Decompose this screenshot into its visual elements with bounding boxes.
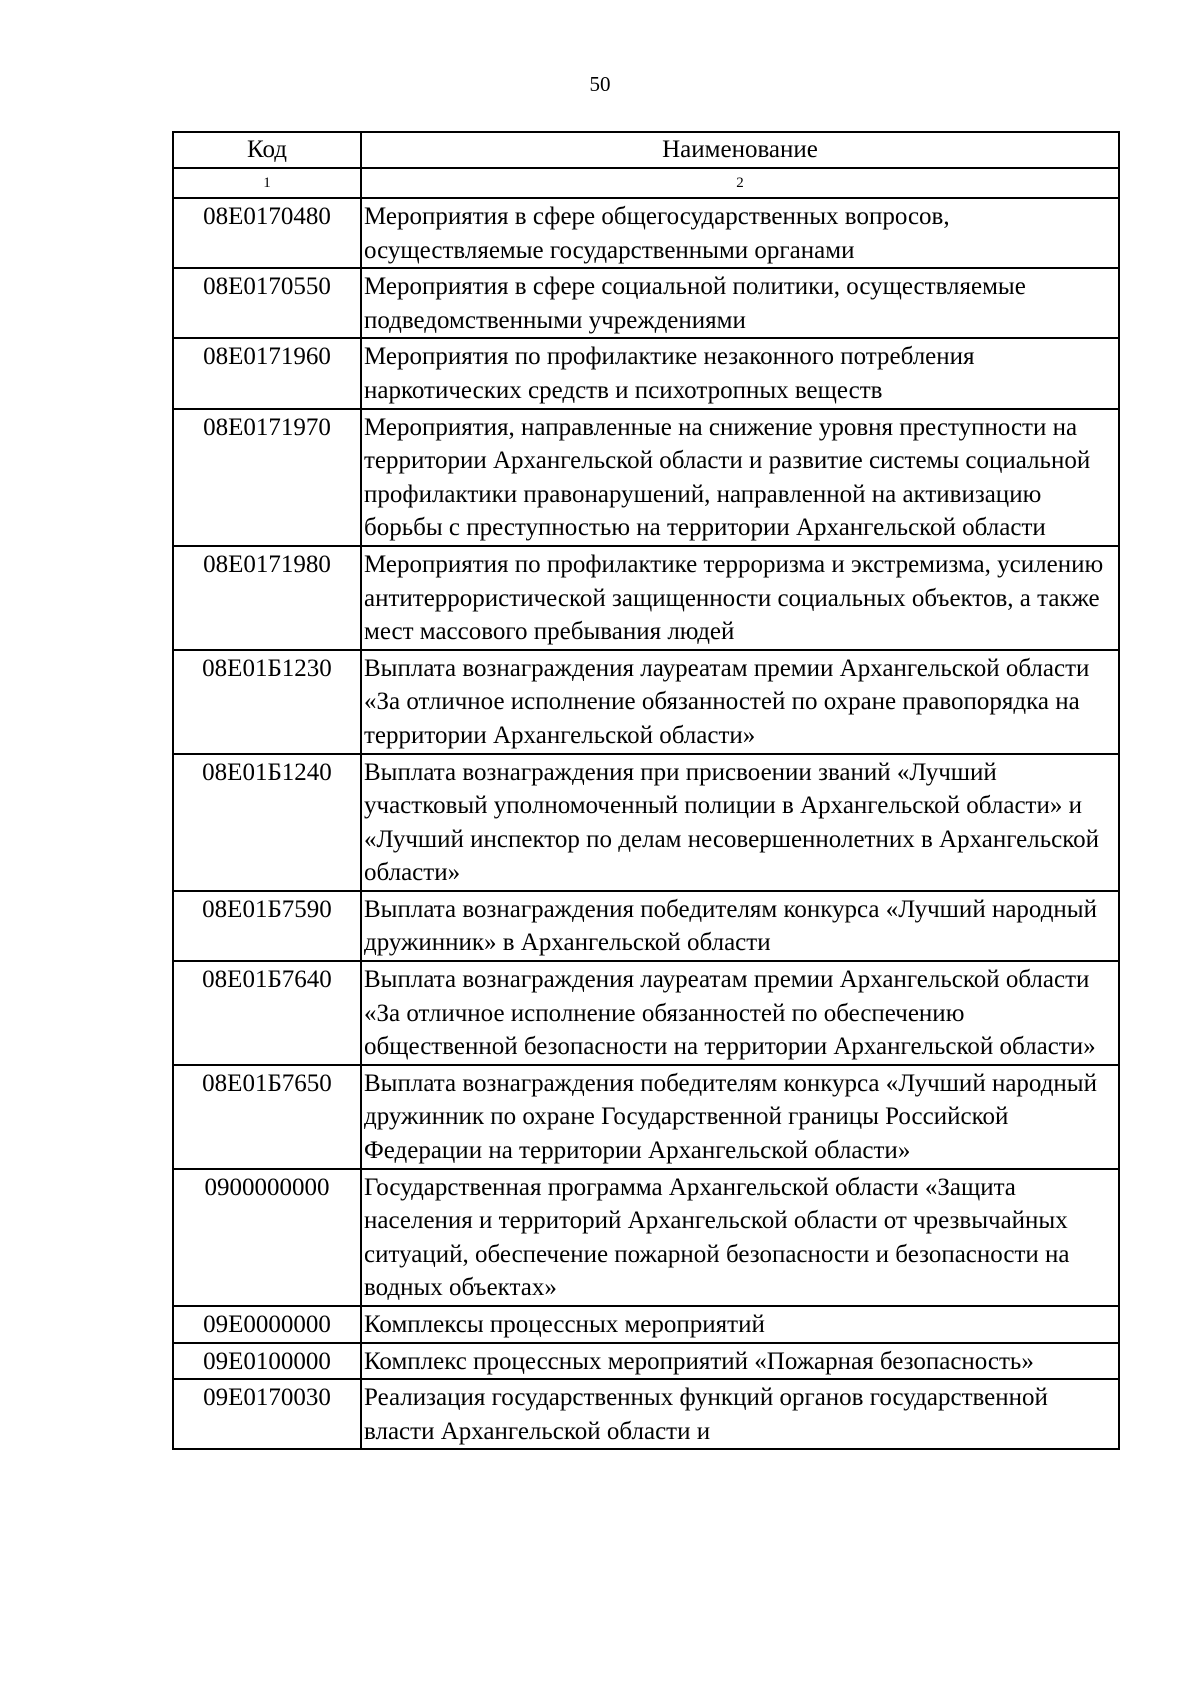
table-header-row: [173, 132, 1119, 168]
row-code: 08Е0170550: [173, 268, 361, 338]
row-name: Мероприятия в сфере социальной политики, осуществляемые подведомственными учреждениями: [361, 268, 1119, 338]
row-name: Выплата вознаграждения победителям конкурса «Лучший народный дружинник по охране Государственной границы Российской Федерации на территории Архангельской области»: [361, 1065, 1119, 1169]
table-row: [173, 268, 1119, 338]
table-row: [173, 1343, 1119, 1380]
row-name: Выплата вознаграждения победителям конкурса «Лучший народный дружинник» в Архангельской области: [361, 891, 1119, 961]
row-code: 09Е0100000: [173, 1343, 361, 1380]
row-code: 08Е0171980: [173, 546, 361, 650]
table-row: [173, 1065, 1119, 1169]
table-row: [173, 650, 1119, 754]
table-row: [173, 961, 1119, 1065]
row-code: 08Е01Б7640: [173, 961, 361, 1065]
column-number-row: [173, 168, 1119, 198]
row-code: 08Е0171960: [173, 338, 361, 408]
table-row: [173, 1379, 1119, 1449]
row-name: Выплата вознаграждения лауреатам премии Архангельской области «За отличное исполнение обязанностей по обеспечению общественной безопасности на территории Архангельской области»: [361, 961, 1119, 1065]
row-name: Комплексы процессных мероприятий: [361, 1306, 1119, 1343]
page-number: 50: [589, 72, 611, 96]
table-row: [173, 338, 1119, 408]
row-code: 0900000000: [173, 1169, 361, 1306]
row-code: 08Е01Б1240: [173, 754, 361, 891]
row-code: 09Е0000000: [173, 1306, 361, 1343]
classification-table: [172, 131, 1120, 1450]
row-name: Реализация государственных функций органов государственной власти Архангельской области и: [361, 1379, 1119, 1449]
header-code: Код: [173, 132, 361, 168]
table-row: [173, 409, 1119, 546]
row-code: 08Е0171970: [173, 409, 361, 546]
row-name: Государственная программа Архангельской области «Защита населения и территорий Архангельской области от чрезвычайных ситуаций, обеспечение пожарной безопасности и безопасности на водных объектах»: [361, 1169, 1119, 1306]
table-row: [173, 754, 1119, 891]
row-code: 08Е0170480: [173, 198, 361, 268]
row-name: Мероприятия по профилактике незаконного потребления наркотических средств и психотропных веществ: [361, 338, 1119, 408]
table-row: [173, 1306, 1119, 1343]
table-row: [173, 891, 1119, 961]
row-name: Выплата вознаграждения лауреатам премии Архангельской области «За отличное исполнение обязанностей по охране правопорядка на территории Архангельской области»: [361, 650, 1119, 754]
table-row: [173, 546, 1119, 650]
header-name: Наименование: [361, 132, 1119, 168]
row-name: Комплекс процессных мероприятий «Пожарная безопасность»: [361, 1343, 1119, 1380]
row-name: Мероприятия по профилактике терроризма и экстремизма, усилению антитеррористической защищенности социальных объектов, а также мест массового пребывания людей: [361, 546, 1119, 650]
table-row: [173, 1169, 1119, 1306]
row-code: 09Е0170030: [173, 1379, 361, 1449]
column-number-code: 1: [173, 168, 361, 198]
row-name: Мероприятия, направленные на снижение уровня преступности на территории Архангельской области и развитие системы социальной профилактики правонарушений, направленной на активизацию борьбы с преступностью на территории Архангельской области: [361, 409, 1119, 546]
column-number-name: 2: [361, 168, 1119, 198]
table-row: [173, 198, 1119, 268]
row-code: 08Е01Б7590: [173, 891, 361, 961]
row-code: 08Е01Б7650: [173, 1065, 361, 1169]
row-name: Мероприятия в сфере общегосударственных вопросов, осуществляемые государственными органами: [361, 198, 1119, 268]
row-name: Выплата вознаграждения при присвоении званий «Лучший участковый уполномоченный полиции в Архангельской области» и «Лучший инспектор по делам несовершеннолетних в Архангельской области»: [361, 754, 1119, 891]
row-code: 08Е01Б1230: [173, 650, 361, 754]
